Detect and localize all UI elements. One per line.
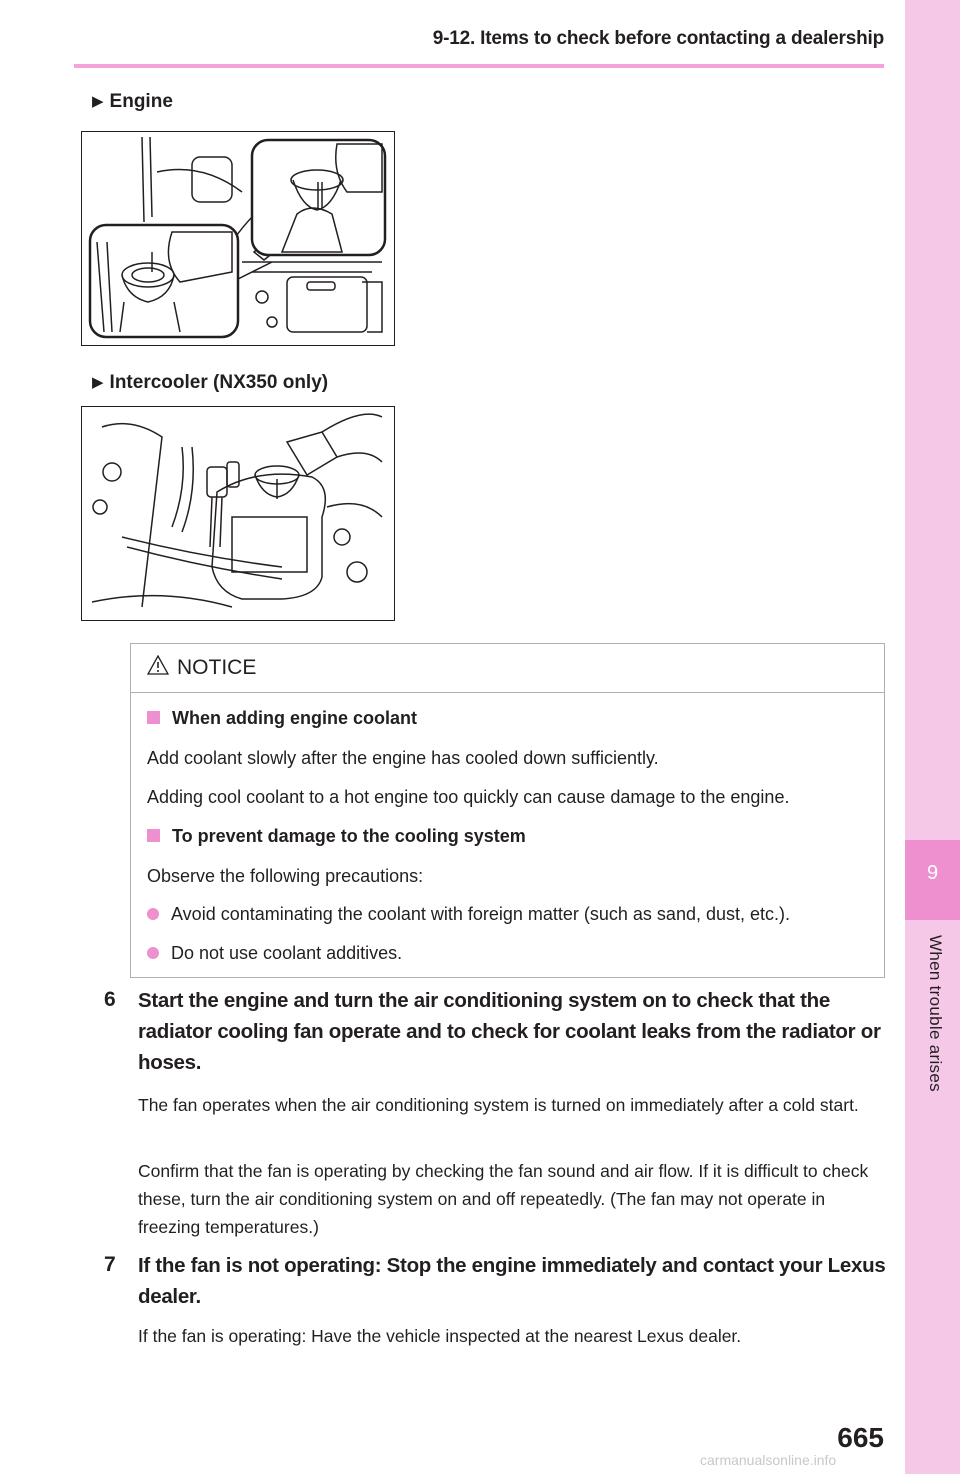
- step-6-paragraph-1: The fan operates when the air conditioning system is turned on immediately after a cold start.: [138, 1095, 859, 1115]
- notice-text-2: Adding cool coolant to a hot engine too quickly can cause damage to the engine.: [147, 787, 790, 807]
- notice-subheading-coolant-label: When adding engine coolant: [172, 708, 417, 728]
- page-number: 665: [837, 1422, 884, 1453]
- chapter-number: 9: [926, 862, 939, 884]
- notice-title: NOTICE: [177, 656, 257, 679]
- dot-bullet-icon: [147, 947, 159, 959]
- step-6-paragraph-2: Confirm that the fan is operating by checking the fan sound and air flow. If it is difficult to check these, turn the air conditioning system on and off repeatedly. (The fan may not operate in freezing temperatures.): [138, 1161, 869, 1237]
- notice-subheading-damage: [147, 826, 526, 847]
- warning-triangle-icon: [147, 655, 169, 681]
- step-6-instruction: Start the engine and turn the air conditioning system on to check that the radiator cooling fan operate and to check for coolant leaks from the radiator or hoses.: [138, 989, 881, 1074]
- triangle-bullet-icon: ▶: [92, 93, 104, 110]
- square-bullet-icon: [147, 711, 160, 724]
- notice-bullet-2: [147, 943, 402, 964]
- step-7-instruction: If the fan is not operating: Stop the engine immediately and contact your Lexus dealer.: [138, 1254, 886, 1308]
- notice-box: [130, 643, 885, 978]
- chapter-label: When trouble arises: [926, 935, 945, 1092]
- notice-bullet-1: [147, 904, 790, 925]
- intercooler-illustration-svg: [82, 407, 393, 619]
- notice-bullet-1-text: Avoid contaminating the coolant with foreign matter (such as sand, dust, etc.).: [171, 904, 790, 924]
- notice-bullet-2-text: Do not use coolant additives.: [171, 943, 403, 963]
- notice-header: [131, 644, 884, 693]
- step-7-paragraph-1: If the fan is operating: Have the vehicle inspected at the nearest Lexus dealer.: [138, 1326, 742, 1346]
- page-header-title: 9-12. Items to check before contacting a dealership: [432, 28, 884, 49]
- notice-text-3: Observe the following precautions:: [147, 866, 424, 886]
- intercooler-coolant-illustration: [81, 406, 395, 621]
- notice-subheading-coolant: [147, 708, 417, 729]
- watermark: carmanualsonline.info: [700, 1452, 837, 1468]
- engine-illustration-svg: [82, 132, 393, 344]
- notice-text-1: Add coolant slowly after the engine has cooled down sufficiently.: [147, 748, 659, 768]
- intercooler-heading-label: Intercooler (NX350 only): [109, 372, 329, 393]
- step-6-number: 6: [104, 988, 116, 1011]
- chapter-side-tab: [905, 0, 960, 1474]
- intercooler-heading: [92, 372, 328, 394]
- square-bullet-icon: [147, 829, 160, 842]
- dot-bullet-icon: [147, 908, 159, 920]
- header-divider: [74, 64, 884, 68]
- engine-coolant-illustration: [81, 131, 395, 346]
- notice-subheading-damage-label: To prevent damage to the cooling system: [172, 826, 526, 846]
- triangle-bullet-icon: ▶: [92, 374, 104, 391]
- step-7-number: 7: [104, 1253, 116, 1276]
- engine-heading-label: Engine: [109, 91, 173, 112]
- engine-heading: [92, 91, 173, 113]
